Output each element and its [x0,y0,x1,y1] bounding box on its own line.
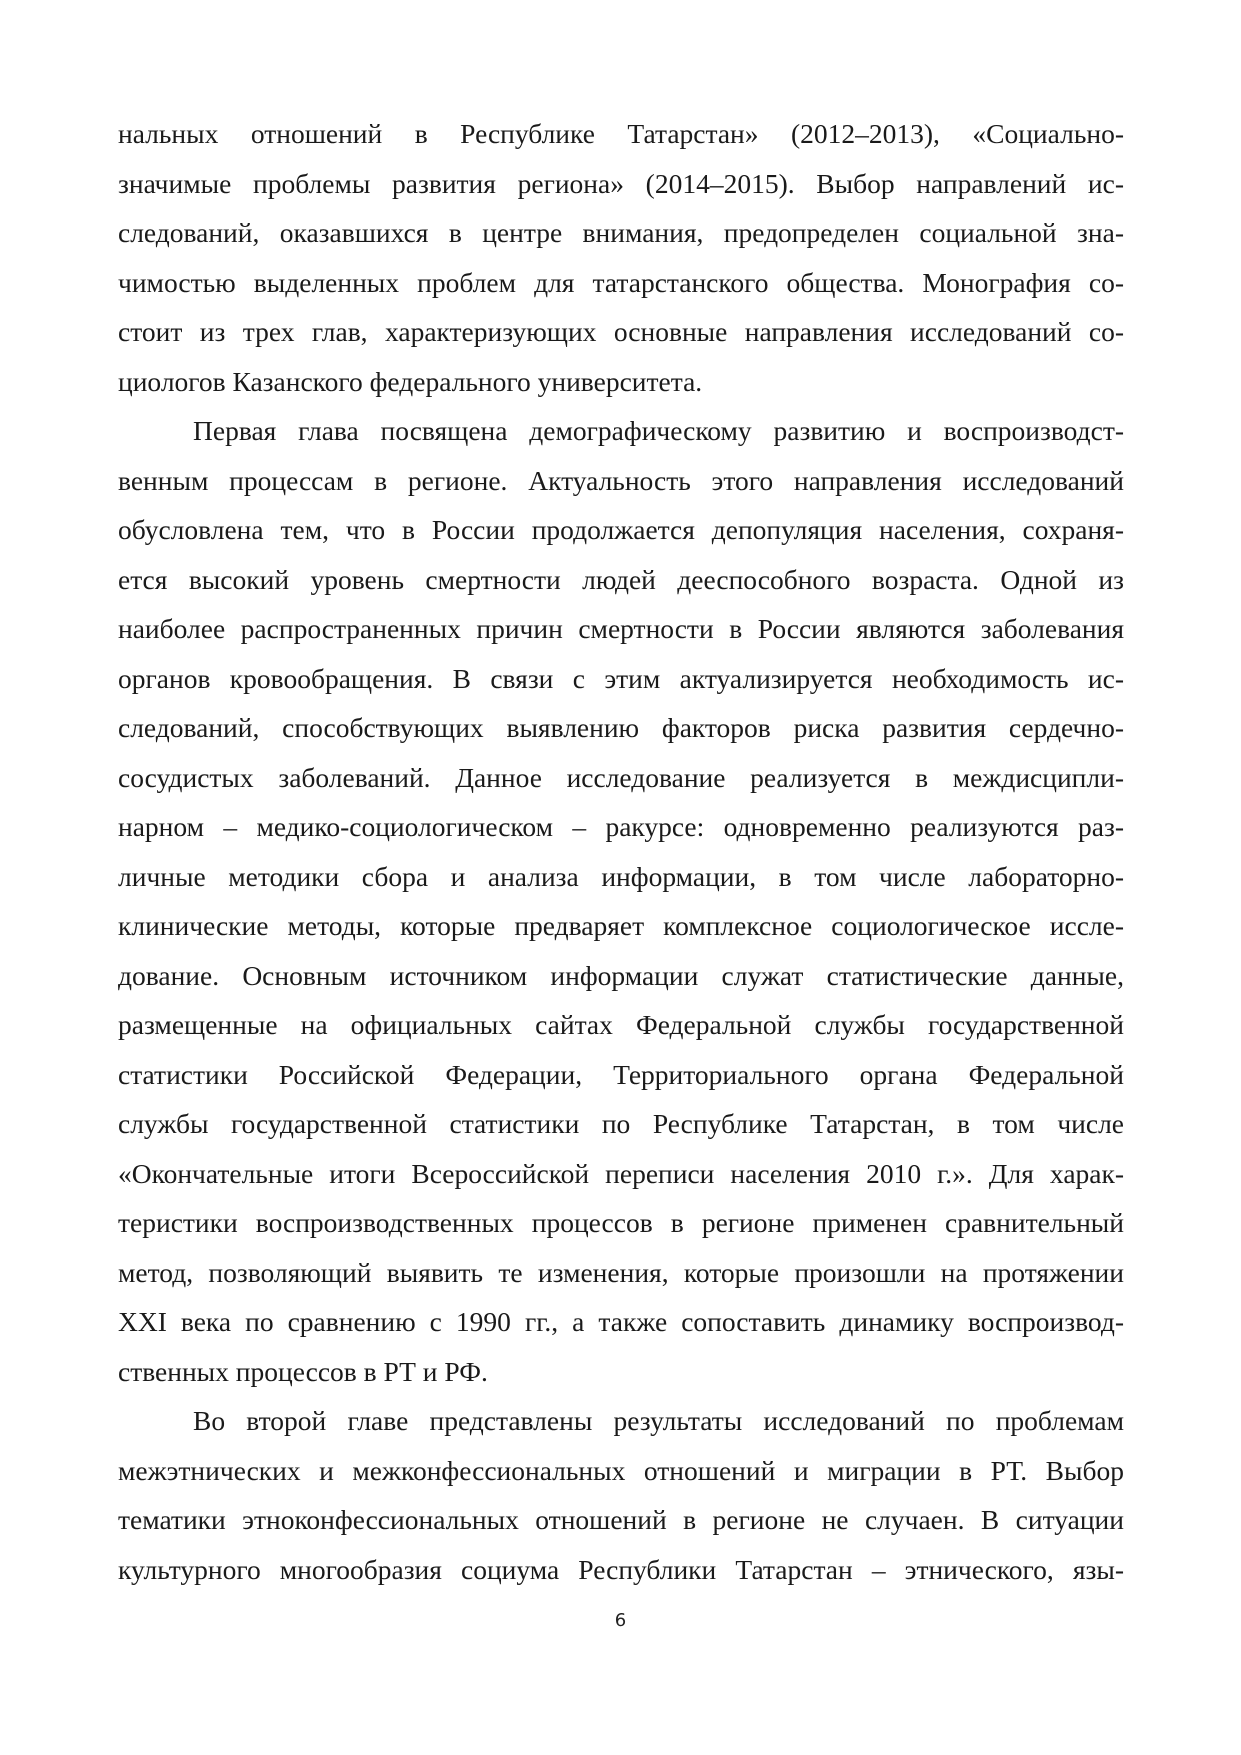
text-line: службы государственной статистики по Республике Татарстан, в том числе [118,1108,1124,1139]
body-text [118,109,1124,1594]
paragraph-1 [118,109,1124,406]
text-line: «Окончательные итоги Всероссийской переписи населения 2010 г.». Для харак- [118,1157,1124,1189]
text-line: размещенные на официальных сайтах Федеральной службы государственной [118,1009,1124,1040]
text-line: дование. Основным источником информации служат статистические данные, [118,959,1124,991]
paragraph-2 [118,406,1124,1396]
text-line: теристики воспроизводственных процессов в регионе применен сравнительный [118,1207,1124,1238]
text-line: нарном – медико-социологическом – ракурсе: одновременно реализуются раз- [118,811,1124,842]
text-line: наиболее распространенных причин смертности в России являются заболевания [118,613,1124,644]
text-line: XXI века по сравнению с 1990 гг., а также сопоставить динамику воспроизвод- [118,1306,1124,1337]
text-line: ственных процессов в РТ и РФ. [118,1355,488,1387]
text-line: нальных отношений в Республике Татарстан» (2012–2013), «Социально- [118,118,1124,149]
text-line: циологов Казанского федерального университета. [118,365,703,397]
text-line: клинические методы, которые предваряет комплексное социологическое иссле- [118,910,1124,941]
text-line: тематики этноконфессиональных отношений в регионе не случаен. В ситуации [118,1504,1124,1535]
text-line: стоит из трех глав, характеризующих основные направления исследований со- [118,316,1124,347]
page-number: 6 [614,1610,627,1631]
text-line: Во второй главе представлены результаты исследований по проблемам [193,1405,1124,1436]
text-line: Первая глава посвящена демографическому развитию и воспроизводст- [193,415,1124,446]
text-line: следований, оказавшихся в центре внимания, предопределен социальной зна- [118,217,1124,248]
text-line: органов кровообращения. В связи с этим актуализируется необходимость ис- [118,662,1124,694]
text-line: ется высокий уровень смертности людей дееспособного возраста. Одной из [118,563,1124,595]
text-line: сосудистых заболеваний. Данное исследование реализуется в междисципли- [118,761,1124,793]
text-line: обусловлена тем, что в России продолжается депопуляция населения, сохраня- [118,514,1124,545]
paragraph-3 [118,1396,1124,1594]
text-line: венным процессам в регионе. Актуальность этого направления исследований [118,464,1124,496]
text-line: культурного многообразия социума Республики Татарстан – этнического, язы- [118,1553,1124,1585]
text-line: метод, позволяющий выявить те изменения, которые произошли на протяжении [118,1256,1124,1288]
text-line: значимые проблемы развития региона» (2014–2015). Выбор направлений ис- [118,167,1124,199]
text-line: следований, способствующих выявлению факторов риска развития сердечно- [118,712,1124,743]
text-line: статистики Российской Федерации, Территориального органа Федеральной [118,1058,1124,1090]
text-line: межэтнических и межконфессиональных отношений и миграции в РТ. Выбор [118,1454,1124,1486]
text-line: чимостью выделенных проблем для татарстанского общества. Монография со- [118,266,1124,298]
text-line: личные методики сбора и анализа информации, в том числе лабораторно- [118,860,1124,892]
